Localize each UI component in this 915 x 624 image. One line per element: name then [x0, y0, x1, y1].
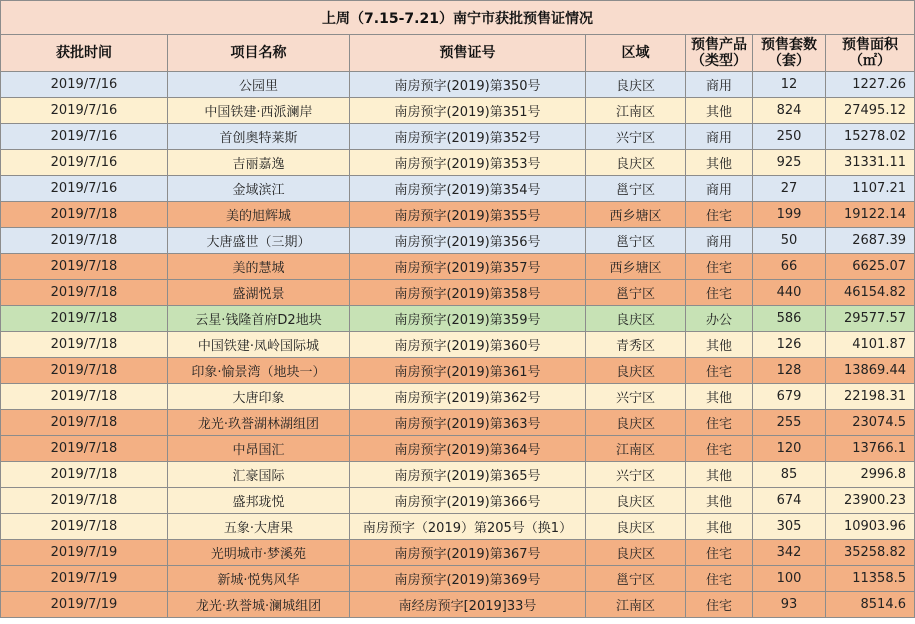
table-row	[1, 176, 915, 202]
table-title: 上周（7.15-7.21）南宁市获批预售证情况	[1, 1, 915, 35]
cell-district: 青秀区	[586, 332, 686, 358]
header-date: 获批时间	[1, 35, 168, 72]
cell-type: 商用	[686, 228, 753, 254]
table-row	[1, 228, 915, 254]
table-row	[1, 410, 915, 436]
cell-units: 128	[753, 358, 826, 384]
cell-type: 商用	[686, 124, 753, 150]
cell-district: 良庆区	[586, 410, 686, 436]
cell-district: 西乡塘区	[586, 254, 686, 280]
cell-project: 新城·悦隽风华	[168, 566, 350, 592]
cell-project: 首创奥特莱斯	[168, 124, 350, 150]
cell-district: 邕宁区	[586, 176, 686, 202]
cell-date: 2019/7/16	[1, 124, 168, 150]
cell-date: 2019/7/18	[1, 384, 168, 410]
table-row	[1, 306, 915, 332]
cell-date: 2019/7/18	[1, 514, 168, 540]
cell-project: 光明城市·梦溪苑	[168, 540, 350, 566]
cell-units: 126	[753, 332, 826, 358]
cell-district: 良庆区	[586, 72, 686, 98]
cell-area: 23900.23	[826, 488, 915, 514]
cell-permit: 南房预字(2019)第366号	[350, 488, 586, 514]
header-permit: 预售证号	[350, 35, 586, 72]
cell-project: 公园里	[168, 72, 350, 98]
cell-date: 2019/7/16	[1, 72, 168, 98]
cell-date: 2019/7/16	[1, 176, 168, 202]
cell-project: 中昂国汇	[168, 436, 350, 462]
cell-area: 2687.39	[826, 228, 915, 254]
cell-area: 46154.82	[826, 280, 915, 306]
table-row	[1, 514, 915, 540]
cell-permit: 南房预字(2019)第350号	[350, 72, 586, 98]
table-row	[1, 384, 915, 410]
cell-project: 盛湖悦景	[168, 280, 350, 306]
cell-type: 其他	[686, 384, 753, 410]
header-type-line2: （类型）	[691, 53, 747, 69]
table-row	[1, 280, 915, 306]
cell-area: 10903.96	[826, 514, 915, 540]
cell-type: 住宅	[686, 410, 753, 436]
cell-permit: 南房预字(2019)第364号	[350, 436, 586, 462]
cell-area: 13766.1	[826, 436, 915, 462]
cell-date: 2019/7/18	[1, 228, 168, 254]
cell-units: 679	[753, 384, 826, 410]
table-row	[1, 358, 915, 384]
table-row	[1, 124, 915, 150]
cell-district: 良庆区	[586, 514, 686, 540]
table-row	[1, 436, 915, 462]
cell-area: 15278.02	[826, 124, 915, 150]
cell-district: 良庆区	[586, 488, 686, 514]
cell-units: 586	[753, 306, 826, 332]
cell-units: 120	[753, 436, 826, 462]
cell-permit: 南房预字（2019）第205号（换1）	[350, 514, 586, 540]
cell-project: 大唐印象	[168, 384, 350, 410]
cell-district: 江南区	[586, 436, 686, 462]
cell-district: 良庆区	[586, 150, 686, 176]
cell-date: 2019/7/18	[1, 358, 168, 384]
cell-permit: 南房预字(2019)第361号	[350, 358, 586, 384]
cell-project: 盛邦珑悦	[168, 488, 350, 514]
header-type-line1: 预售产品	[691, 37, 747, 53]
cell-units: 824	[753, 98, 826, 124]
cell-permit: 南房预字(2019)第369号	[350, 566, 586, 592]
cell-units: 85	[753, 462, 826, 488]
cell-permit: 南房预字(2019)第362号	[350, 384, 586, 410]
cell-date: 2019/7/18	[1, 488, 168, 514]
cell-type: 其他	[686, 98, 753, 124]
table-row	[1, 150, 915, 176]
header-units-line2: （套）	[768, 53, 810, 69]
header-project: 项目名称	[168, 35, 350, 72]
cell-permit: 南房预字(2019)第365号	[350, 462, 586, 488]
cell-date: 2019/7/19	[1, 592, 168, 618]
cell-project: 中国铁建·凤岭国际城	[168, 332, 350, 358]
cell-project: 美的慧城	[168, 254, 350, 280]
cell-type: 其他	[686, 150, 753, 176]
table-row	[1, 254, 915, 280]
cell-district: 良庆区	[586, 540, 686, 566]
cell-area: 31331.11	[826, 150, 915, 176]
table-row	[1, 98, 915, 124]
cell-units: 250	[753, 124, 826, 150]
cell-area: 27495.12	[826, 98, 915, 124]
cell-project: 美的旭辉城	[168, 202, 350, 228]
cell-type: 住宅	[686, 540, 753, 566]
cell-project: 吉丽嘉逸	[168, 150, 350, 176]
cell-permit: 南房预字(2019)第352号	[350, 124, 586, 150]
cell-units: 342	[753, 540, 826, 566]
cell-permit: 南房预字(2019)第367号	[350, 540, 586, 566]
cell-permit: 南房预字(2019)第355号	[350, 202, 586, 228]
cell-area: 8514.6	[826, 592, 915, 618]
cell-units: 66	[753, 254, 826, 280]
cell-area: 6625.07	[826, 254, 915, 280]
cell-area: 22198.31	[826, 384, 915, 410]
cell-district: 兴宁区	[586, 462, 686, 488]
cell-type: 住宅	[686, 358, 753, 384]
cell-district: 西乡塘区	[586, 202, 686, 228]
cell-date: 2019/7/18	[1, 462, 168, 488]
cell-type: 住宅	[686, 202, 753, 228]
cell-type: 住宅	[686, 436, 753, 462]
cell-district: 江南区	[586, 592, 686, 618]
table-row	[1, 592, 915, 618]
cell-permit: 南房预字(2019)第359号	[350, 306, 586, 332]
cell-date: 2019/7/18	[1, 436, 168, 462]
header-area-line2: （㎡）	[849, 53, 891, 69]
cell-project: 龙光·玖誉湖林湖组团	[168, 410, 350, 436]
cell-units: 440	[753, 280, 826, 306]
table-body	[1, 72, 915, 618]
cell-permit: 南房预字(2019)第357号	[350, 254, 586, 280]
cell-type: 住宅	[686, 592, 753, 618]
cell-project: 中国铁建·西派澜岸	[168, 98, 350, 124]
cell-date: 2019/7/18	[1, 410, 168, 436]
cell-project: 金域滨江	[168, 176, 350, 202]
cell-date: 2019/7/19	[1, 540, 168, 566]
cell-permit: 南房预字(2019)第351号	[350, 98, 586, 124]
cell-permit: 南房预字(2019)第363号	[350, 410, 586, 436]
header-area-line1: 预售面积	[842, 37, 898, 53]
cell-date: 2019/7/19	[1, 566, 168, 592]
cell-permit: 南房预字(2019)第354号	[350, 176, 586, 202]
cell-permit: 南经房预字[2019]33号	[350, 592, 586, 618]
header-district: 区域	[586, 35, 686, 72]
cell-area: 1227.26	[826, 72, 915, 98]
cell-district: 江南区	[586, 98, 686, 124]
cell-permit: 南房预字(2019)第360号	[350, 332, 586, 358]
cell-district: 邕宁区	[586, 228, 686, 254]
cell-type: 其他	[686, 462, 753, 488]
cell-date: 2019/7/16	[1, 98, 168, 124]
cell-area: 19122.14	[826, 202, 915, 228]
cell-units: 12	[753, 72, 826, 98]
cell-district: 兴宁区	[586, 384, 686, 410]
cell-district: 邕宁区	[586, 280, 686, 306]
cell-area: 4101.87	[826, 332, 915, 358]
cell-units: 925	[753, 150, 826, 176]
cell-district: 兴宁区	[586, 124, 686, 150]
cell-type: 住宅	[686, 254, 753, 280]
cell-units: 255	[753, 410, 826, 436]
cell-type: 住宅	[686, 566, 753, 592]
cell-project: 印象·愉景湾（地块一）	[168, 358, 350, 384]
cell-district: 良庆区	[586, 358, 686, 384]
cell-units: 50	[753, 228, 826, 254]
cell-project: 大唐盛世（三期）	[168, 228, 350, 254]
cell-type: 商用	[686, 176, 753, 202]
cell-date: 2019/7/18	[1, 254, 168, 280]
cell-units: 305	[753, 514, 826, 540]
header-units-line1: 预售套数	[761, 37, 817, 53]
cell-area: 23074.5	[826, 410, 915, 436]
cell-area: 35258.82	[826, 540, 915, 566]
cell-type: 商用	[686, 72, 753, 98]
cell-type: 其他	[686, 332, 753, 358]
cell-type: 其他	[686, 488, 753, 514]
cell-area: 11358.5	[826, 566, 915, 592]
cell-date: 2019/7/16	[1, 150, 168, 176]
cell-area: 29577.57	[826, 306, 915, 332]
table-row	[1, 462, 915, 488]
cell-project: 云星·钱隆首府D2地块	[168, 306, 350, 332]
cell-project: 五象·大唐果	[168, 514, 350, 540]
header-area	[826, 35, 915, 72]
cell-project: 龙光·玖誉城·澜城组团	[168, 592, 350, 618]
cell-date: 2019/7/18	[1, 306, 168, 332]
cell-project: 汇豪国际	[168, 462, 350, 488]
cell-date: 2019/7/18	[1, 332, 168, 358]
cell-units: 27	[753, 176, 826, 202]
cell-date: 2019/7/18	[1, 202, 168, 228]
cell-type: 住宅	[686, 280, 753, 306]
cell-date: 2019/7/18	[1, 280, 168, 306]
cell-permit: 南房预字(2019)第358号	[350, 280, 586, 306]
table-row	[1, 332, 915, 358]
header-units	[753, 35, 826, 72]
cell-area: 1107.21	[826, 176, 915, 202]
cell-type: 办公	[686, 306, 753, 332]
cell-units: 100	[753, 566, 826, 592]
cell-type: 其他	[686, 514, 753, 540]
cell-permit: 南房预字(2019)第353号	[350, 150, 586, 176]
cell-units: 674	[753, 488, 826, 514]
table-row	[1, 488, 915, 514]
cell-district: 良庆区	[586, 306, 686, 332]
table-row	[1, 540, 915, 566]
cell-permit: 南房预字(2019)第356号	[350, 228, 586, 254]
header-type	[686, 35, 753, 72]
table-row	[1, 566, 915, 592]
table-row	[1, 72, 915, 98]
cell-district: 邕宁区	[586, 566, 686, 592]
cell-units: 199	[753, 202, 826, 228]
cell-area: 2996.8	[826, 462, 915, 488]
table-row	[1, 202, 915, 228]
cell-units: 93	[753, 592, 826, 618]
cell-area: 13869.44	[826, 358, 915, 384]
